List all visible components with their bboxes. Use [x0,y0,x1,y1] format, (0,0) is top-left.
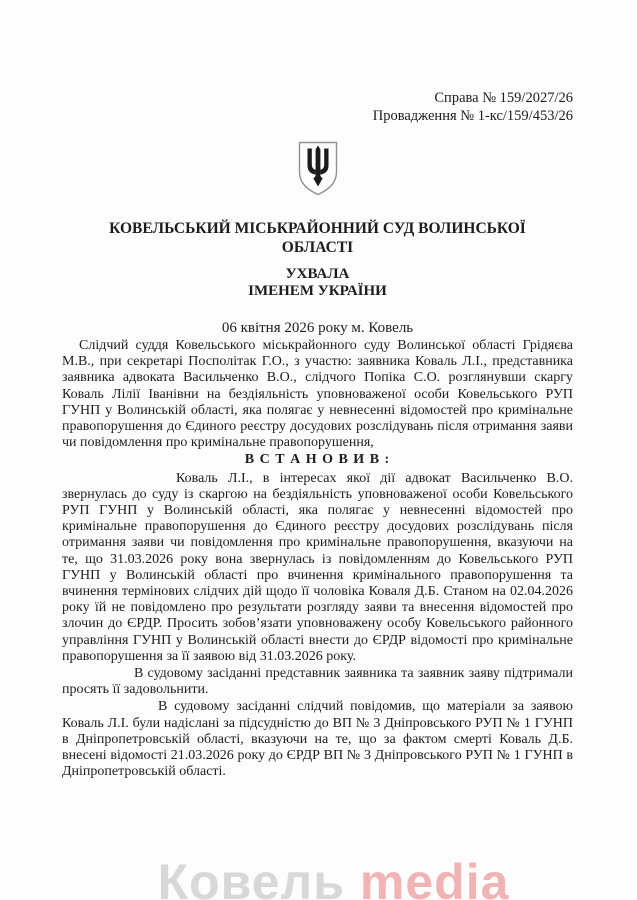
watermark [158,853,510,900]
watermark-secondary-text: media [345,854,510,900]
statement-paragraph: Коваль Л.І., в інтересах якої дії адвокат Васильченко В.О. звернулась до суду із скаргою на бездіяльність уповноваженої особи Ковельського РУП ГУНП у Волинській області, яка полягає у невнесенні відомостей про кримінальне правопорушення до Єдиного реєстру досудових розслідувань після отримання заяви чи повідомлення про кримінальне правопорушення, вказуючи на те, що 31.03.2026 року вона звернулась із повідомленням до Ковельського РУП ГУНП у Волинській області про вчинення кримінального правопорушення та вчинення термінових слідчих дій щодо її чоловіка Коваля Д.Б. Станом на 02.04.2026 року їй не повідомлено про результати розгляду заяви та внесення відомостей про злочин до ЄРДР. Просить зобов’язати уповноважену особу Ковельського районного управління ГУНП у Волинській області внести до ЄРДР відомості про кримінальне правопорушення за її заявою від 31.03.2026 року. [62,470,573,664]
investigator-paragraph: В судовому засіданні слідчий повідомив, що матеріали за заявою Коваль Л.І. були надіслані за підсудністю до ВП № 3 Дніпровського РУП № 1 ГУНП в Дніпропетровській області, вказуючи на те, що за фактом смерті Коваль Д.Б. внесені відомості 21.03.2026 року до ЄРДР ВП № 3 Дніпровського РУП № 1 ГУНП в Дніпропетровській області. [62,699,573,780]
in-the-name-of-ukraine: ІМЕНЕМ УКРАЇНИ [248,283,387,299]
trident-shield-icon [296,140,340,197]
document-heading [62,266,573,300]
case-references [62,90,573,125]
document-type: УХВАЛА [285,266,350,282]
watermark-primary-text: Ковель [157,854,346,900]
proceeding-number: Провадження № 1-кс/159/453/26 [372,107,573,124]
intro-paragraph: Слідчий суддя Ковельського міськрайонного суду Волинської області Грідяєва М.В., при секретарі Посполітак Г.О., з участю: заявника Коваль Л.І., представника заявника адвоката Васильченко В.О., слідчого Попіка С.О. розглянувши скаргу Коваль Лілії Іванівни на бездіяльність уповноваженої особи Ковельського РУП ГУНП у Волинській області, яка полягає у невнесенні відомостей про кримінальне правопорушення до Єдиного реєстру досудових розслідувань після отримання заяви чи повідомлення про кримінальне правопорушення, [62,338,573,451]
court-name: КОВЕЛЬСЬКИЙ МІСЬКРАЙОННИЙ СУД ВОЛИНСЬКОЇ ОБЛАСТІ [109,220,526,256]
date-and-place: 06 квітня 2026 року м. Ковель [221,320,414,336]
ukraine-trident-emblem-icon [296,140,340,197]
hearing-paragraph: В судовому засіданні представник заявника та заявник заяву підтримали просять її задовольнити. [62,666,573,698]
case-number: Справа № 159/2027/26 [434,90,573,106]
resolution-heading: В С Т А Н О В И В : [244,452,391,468]
